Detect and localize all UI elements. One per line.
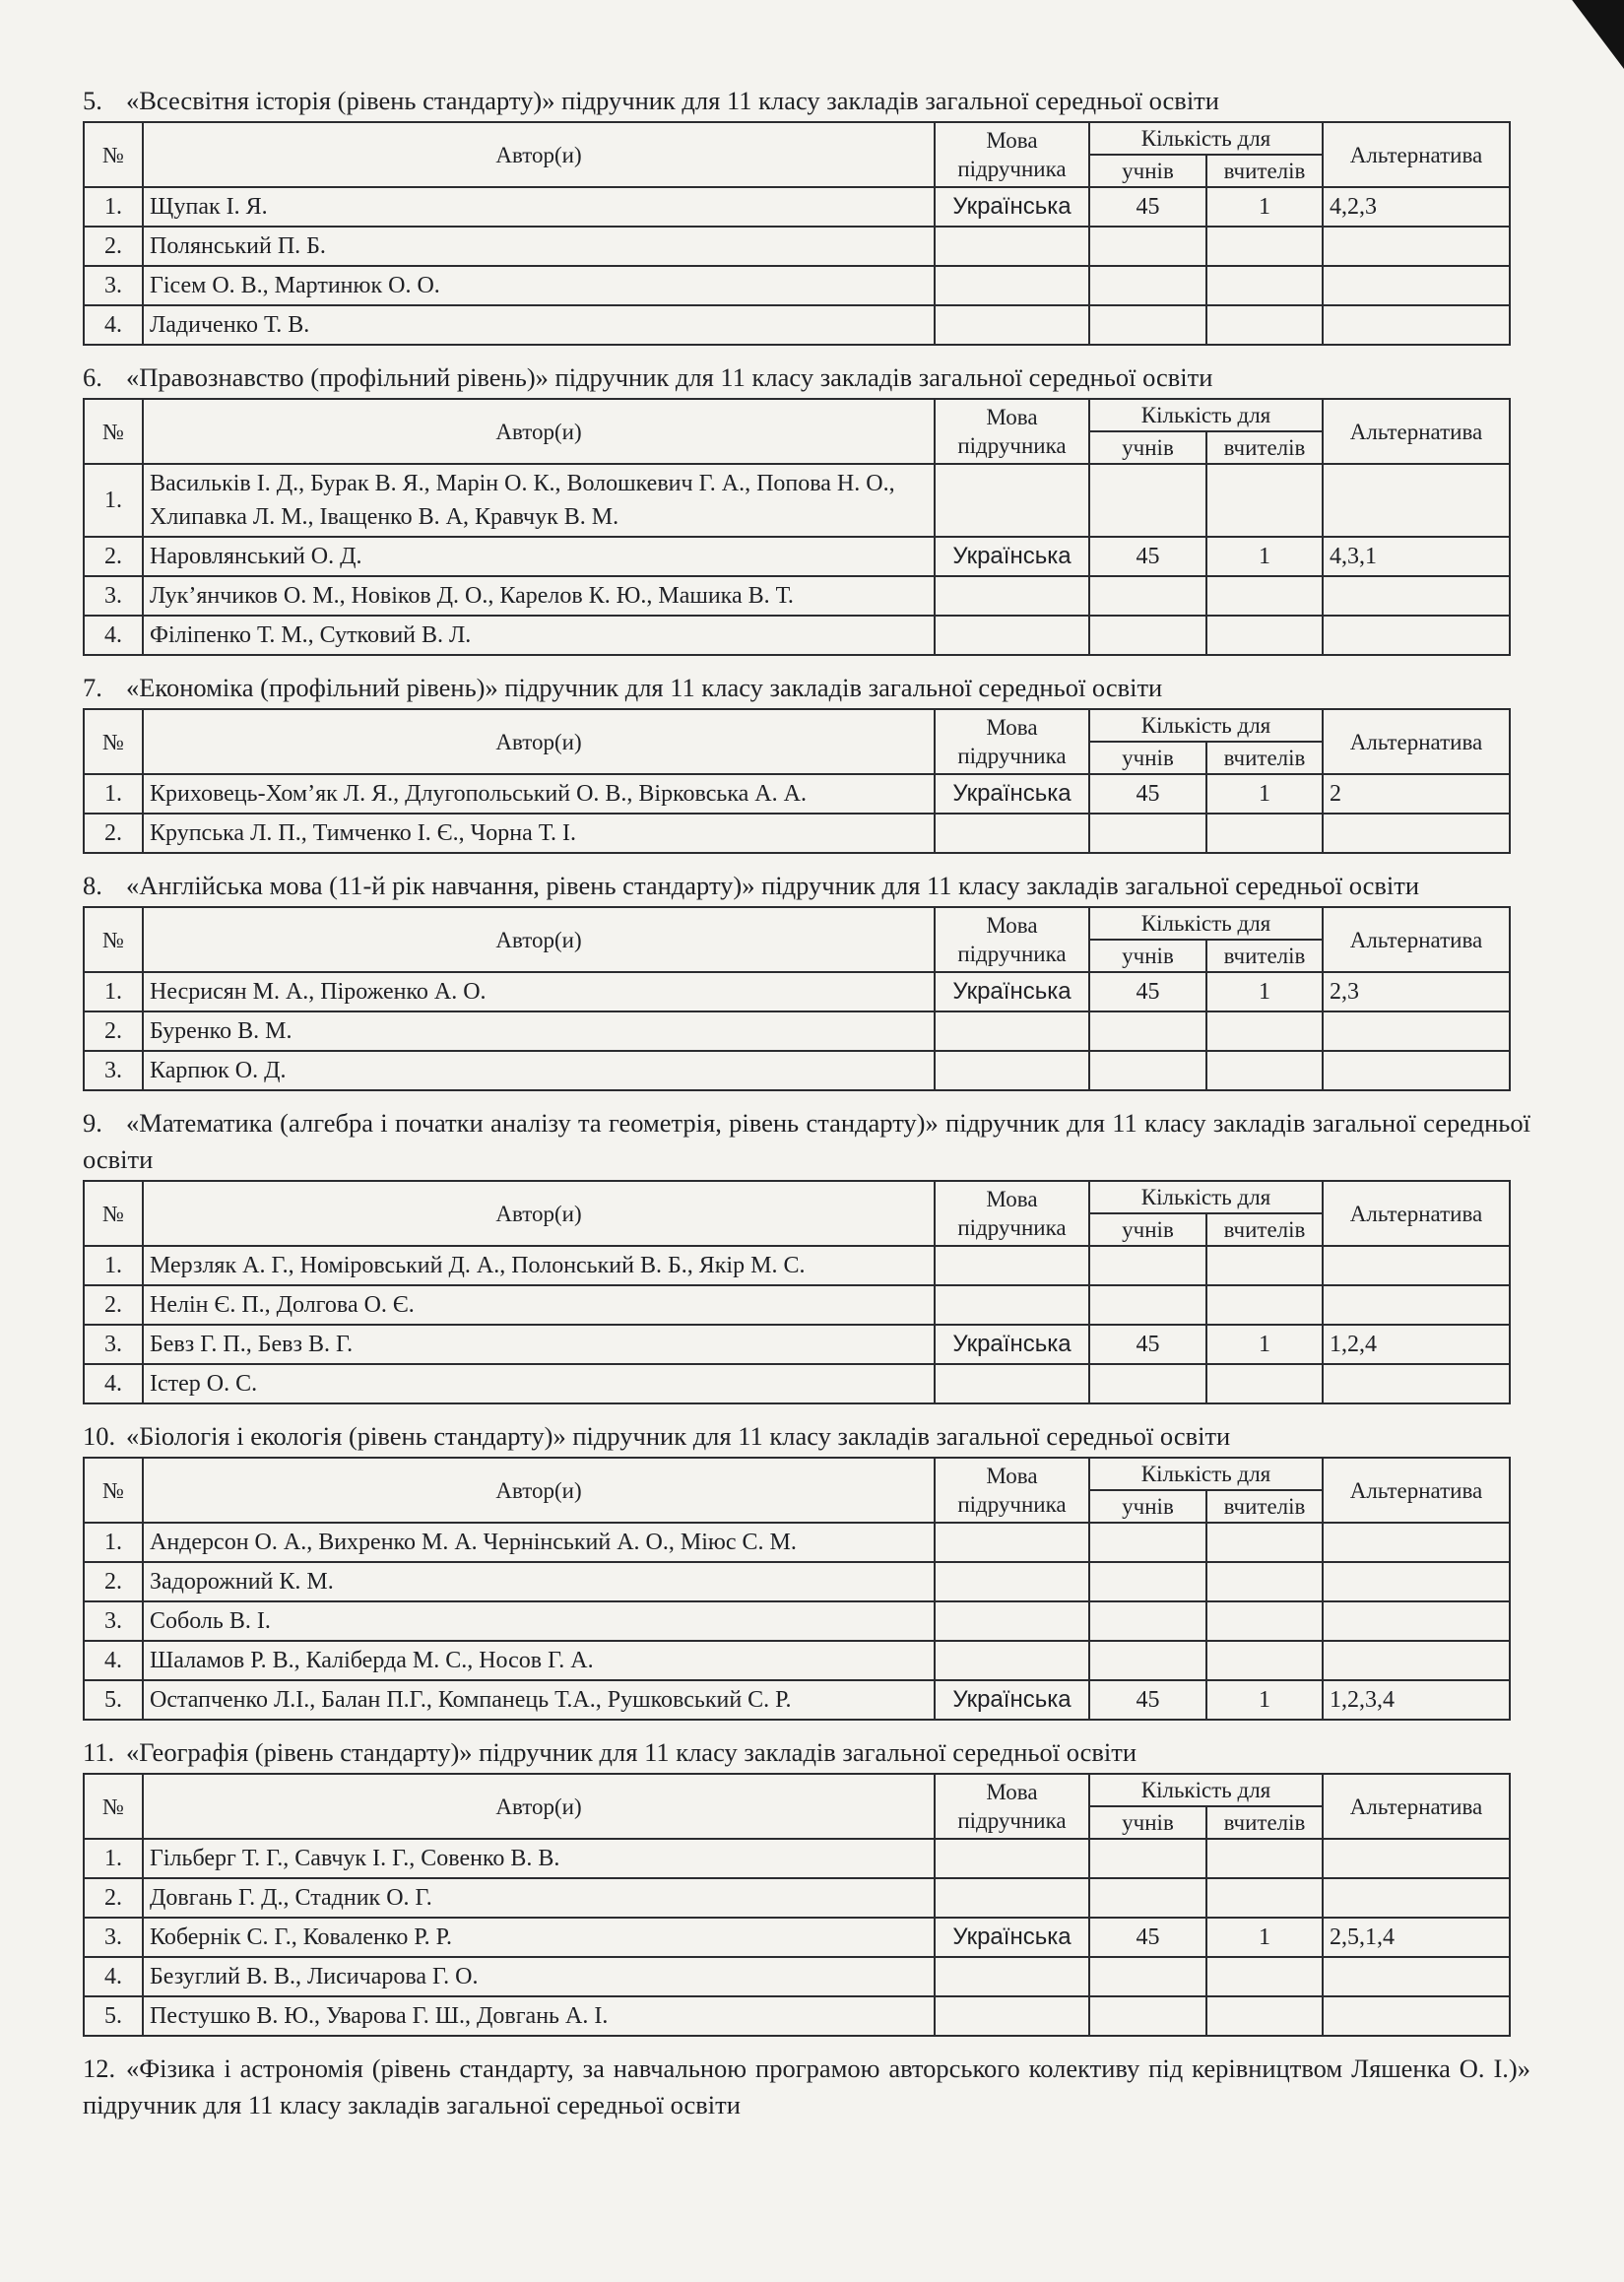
row-pupils-count bbox=[1089, 1996, 1206, 2036]
row-authors: Пестушко В. Ю., Уварова Г. Ш., Довгань А. І. bbox=[143, 1996, 935, 2036]
header-authors: Автор(и) bbox=[143, 709, 935, 774]
header-authors: Автор(и) bbox=[143, 1774, 935, 1839]
header-teachers: вчителів bbox=[1206, 742, 1323, 774]
row-number: 1. bbox=[84, 1523, 143, 1562]
row-language: Українська bbox=[935, 1325, 1089, 1364]
header-no: № bbox=[84, 1181, 143, 1246]
row-alternative bbox=[1323, 1957, 1510, 1996]
header-pupils: учнів bbox=[1089, 1213, 1206, 1246]
header-alternative: Альтернатива bbox=[1323, 399, 1510, 464]
table-row bbox=[84, 1918, 1510, 1957]
table-row bbox=[84, 1246, 1510, 1285]
row-authors: Ладиченко Т. В. bbox=[143, 305, 935, 345]
row-pupils-count: 45 bbox=[1089, 537, 1206, 576]
row-teachers-count: 1 bbox=[1206, 774, 1323, 814]
header-count: Кількість для bbox=[1089, 709, 1323, 742]
row-teachers-count bbox=[1206, 1523, 1323, 1562]
textbook-table bbox=[83, 1773, 1511, 2037]
section-title bbox=[83, 868, 1530, 904]
row-teachers-count bbox=[1206, 1051, 1323, 1090]
header-teachers: вчителів bbox=[1206, 1806, 1323, 1839]
table-header-row bbox=[84, 122, 1510, 155]
row-alternative bbox=[1323, 814, 1510, 853]
row-number: 2. bbox=[84, 1562, 143, 1601]
header-teachers: вчителів bbox=[1206, 155, 1323, 187]
header-language: Мова підручника bbox=[935, 1458, 1089, 1523]
row-language bbox=[935, 1601, 1089, 1641]
header-language: Мова підручника bbox=[935, 122, 1089, 187]
row-teachers-count: 1 bbox=[1206, 187, 1323, 227]
table-row bbox=[84, 616, 1510, 655]
row-pupils-count bbox=[1089, 1878, 1206, 1918]
row-alternative: 2,3 bbox=[1323, 972, 1510, 1011]
header-pupils: учнів bbox=[1089, 940, 1206, 972]
row-authors: Філіпенко Т. М., Сутковий В. Л. bbox=[143, 616, 935, 655]
textbook-section bbox=[0, 359, 1624, 656]
section-title bbox=[83, 359, 1530, 396]
row-pupils-count bbox=[1089, 576, 1206, 616]
row-number: 5. bbox=[84, 1680, 143, 1720]
header-language: Мова підручника bbox=[935, 907, 1089, 972]
table-header-row bbox=[84, 1774, 1510, 1806]
row-language bbox=[935, 1839, 1089, 1878]
row-authors: Наровлянський О. Д. bbox=[143, 537, 935, 576]
header-teachers: вчителів bbox=[1206, 431, 1323, 464]
row-number: 2. bbox=[84, 1011, 143, 1051]
row-teachers-count bbox=[1206, 616, 1323, 655]
row-teachers-count bbox=[1206, 1285, 1323, 1325]
row-language bbox=[935, 266, 1089, 305]
row-teachers-count bbox=[1206, 1641, 1323, 1680]
row-authors: Щупак І. Я. bbox=[143, 187, 935, 227]
row-pupils-count: 45 bbox=[1089, 1918, 1206, 1957]
table-row bbox=[84, 187, 1510, 227]
row-alternative bbox=[1323, 266, 1510, 305]
header-count: Кількість для bbox=[1089, 399, 1323, 431]
row-language bbox=[935, 1364, 1089, 1403]
header-no: № bbox=[84, 1774, 143, 1839]
section-title bbox=[83, 670, 1530, 706]
row-language bbox=[935, 1523, 1089, 1562]
row-number: 4. bbox=[84, 1957, 143, 1996]
row-teachers-count bbox=[1206, 1246, 1323, 1285]
row-language bbox=[935, 1246, 1089, 1285]
row-authors: Остапченко Л.І., Балан П.Г., Компанець Т.А., Рушковський С. Р. bbox=[143, 1680, 935, 1720]
row-alternative bbox=[1323, 1641, 1510, 1680]
row-pupils-count: 45 bbox=[1089, 972, 1206, 1011]
row-alternative bbox=[1323, 464, 1510, 537]
row-teachers-count bbox=[1206, 1839, 1323, 1878]
header-authors: Автор(и) bbox=[143, 122, 935, 187]
table-row bbox=[84, 1011, 1510, 1051]
header-language: Мова підручника bbox=[935, 709, 1089, 774]
row-teachers-count bbox=[1206, 1562, 1323, 1601]
row-pupils-count bbox=[1089, 814, 1206, 853]
row-pupils-count bbox=[1089, 1523, 1206, 1562]
table-row bbox=[84, 305, 1510, 345]
row-alternative bbox=[1323, 1878, 1510, 1918]
table-header-row bbox=[84, 907, 1510, 940]
section-number: 11. bbox=[83, 1737, 115, 1767]
row-authors: Бевз Г. П., Бевз В. Г. bbox=[143, 1325, 935, 1364]
header-language: Мова підручника bbox=[935, 399, 1089, 464]
row-pupils-count bbox=[1089, 1957, 1206, 1996]
table-row bbox=[84, 814, 1510, 853]
textbook-section bbox=[0, 83, 1624, 346]
header-no: № bbox=[84, 907, 143, 972]
header-alternative: Альтернатива bbox=[1323, 122, 1510, 187]
row-teachers-count bbox=[1206, 464, 1323, 537]
table-row bbox=[84, 1957, 1510, 1996]
table-header-row bbox=[84, 709, 1510, 742]
row-language bbox=[935, 305, 1089, 345]
row-teachers-count bbox=[1206, 1957, 1323, 1996]
row-language bbox=[935, 1011, 1089, 1051]
row-authors: Гільберг Т. Г., Савчук І. Г., Совенко В. В. bbox=[143, 1839, 935, 1878]
row-pupils-count bbox=[1089, 1601, 1206, 1641]
header-alternative: Альтернатива bbox=[1323, 1181, 1510, 1246]
row-alternative bbox=[1323, 1839, 1510, 1878]
row-pupils-count: 45 bbox=[1089, 1325, 1206, 1364]
table-row bbox=[84, 1680, 1510, 1720]
row-number: 2. bbox=[84, 814, 143, 853]
header-pupils: учнів bbox=[1089, 155, 1206, 187]
row-number: 2. bbox=[84, 227, 143, 266]
header-language: Мова підручника bbox=[935, 1774, 1089, 1839]
row-authors: Лук’янчиков О. М., Новіков Д. О., Карелов К. Ю., Машика В. Т. bbox=[143, 576, 935, 616]
header-language: Мова підручника bbox=[935, 1181, 1089, 1246]
row-number: 1. bbox=[84, 972, 143, 1011]
row-alternative bbox=[1323, 1996, 1510, 2036]
row-pupils-count bbox=[1089, 1641, 1206, 1680]
row-number: 3. bbox=[84, 1325, 143, 1364]
row-number: 1. bbox=[84, 187, 143, 227]
row-alternative bbox=[1323, 1364, 1510, 1403]
table-row bbox=[84, 537, 1510, 576]
row-number: 3. bbox=[84, 1051, 143, 1090]
row-alternative bbox=[1323, 1523, 1510, 1562]
row-number: 3. bbox=[84, 1601, 143, 1641]
table-row bbox=[84, 1641, 1510, 1680]
textbook-section bbox=[0, 1418, 1624, 1721]
section-number: 7. bbox=[83, 673, 102, 702]
section-title-text: «Географія (рівень стандарту)» підручник для 11 класу закладів загальної середньої освіти bbox=[126, 1737, 1137, 1767]
section-number: 6. bbox=[83, 362, 102, 392]
header-alternative: Альтернатива bbox=[1323, 1774, 1510, 1839]
header-authors: Автор(и) bbox=[143, 1458, 935, 1523]
row-alternative bbox=[1323, 616, 1510, 655]
row-language bbox=[935, 227, 1089, 266]
row-teachers-count: 1 bbox=[1206, 1325, 1323, 1364]
header-count: Кількість для bbox=[1089, 907, 1323, 940]
row-alternative bbox=[1323, 1285, 1510, 1325]
row-teachers-count: 1 bbox=[1206, 1918, 1323, 1957]
row-number: 4. bbox=[84, 1364, 143, 1403]
row-alternative: 1,2,3,4 bbox=[1323, 1680, 1510, 1720]
section-title-text: «Англійська мова (11-й рік навчання, рівень стандарту)» підручник для 11 класу закладів загальної середньої освіти bbox=[126, 871, 1420, 900]
row-authors: Васильків І. Д., Бурак В. Я., Марін О. К., Волошкевич Г. А., Попова Н. О., Хлипавка Л. М., Іващенко В. А, Кравчук В. М. bbox=[143, 464, 935, 537]
textbook-table bbox=[83, 1457, 1511, 1721]
row-pupils-count bbox=[1089, 266, 1206, 305]
row-pupils-count bbox=[1089, 1285, 1206, 1325]
textbook-table bbox=[83, 906, 1511, 1091]
textbook-table bbox=[83, 1180, 1511, 1404]
row-number: 1. bbox=[84, 774, 143, 814]
row-teachers-count bbox=[1206, 1364, 1323, 1403]
row-teachers-count bbox=[1206, 1996, 1323, 2036]
row-authors: Гісем О. В., Мартинюк О. О. bbox=[143, 266, 935, 305]
row-alternative bbox=[1323, 1562, 1510, 1601]
row-pupils-count bbox=[1089, 1051, 1206, 1090]
row-teachers-count bbox=[1206, 1011, 1323, 1051]
row-pupils-count bbox=[1089, 616, 1206, 655]
header-pupils: учнів bbox=[1089, 1490, 1206, 1523]
row-teachers-count: 1 bbox=[1206, 1680, 1323, 1720]
row-authors: Соболь В. І. bbox=[143, 1601, 935, 1641]
row-authors: Криховець-Хом’як Л. Я., Длугопольський О. В., Вірковська А. А. bbox=[143, 774, 935, 814]
header-no: № bbox=[84, 1458, 143, 1523]
row-alternative: 1,2,4 bbox=[1323, 1325, 1510, 1364]
row-language: Українська bbox=[935, 1680, 1089, 1720]
section-number: 9. bbox=[83, 1108, 102, 1138]
textbook-table bbox=[83, 398, 1511, 656]
row-number: 3. bbox=[84, 576, 143, 616]
textbook-section bbox=[0, 670, 1624, 854]
section-number: 5. bbox=[83, 86, 102, 115]
table-row bbox=[84, 1996, 1510, 2036]
table-row bbox=[84, 774, 1510, 814]
row-language bbox=[935, 616, 1089, 655]
row-authors: Мерзляк А. Г., Номіровський Д. А., Полонський В. Б., Якір М. С. bbox=[143, 1246, 935, 1285]
row-language bbox=[935, 1285, 1089, 1325]
row-alternative bbox=[1323, 1246, 1510, 1285]
header-no: № bbox=[84, 709, 143, 774]
table-row bbox=[84, 1325, 1510, 1364]
row-language: Українська bbox=[935, 972, 1089, 1011]
row-number: 4. bbox=[84, 1641, 143, 1680]
row-pupils-count: 45 bbox=[1089, 187, 1206, 227]
row-number: 5. bbox=[84, 1996, 143, 2036]
row-number: 4. bbox=[84, 305, 143, 345]
header-count: Кількість для bbox=[1089, 122, 1323, 155]
section-number: 8. bbox=[83, 871, 102, 900]
textbook-section bbox=[0, 1105, 1624, 1404]
row-pupils-count: 45 bbox=[1089, 1680, 1206, 1720]
row-pupils-count bbox=[1089, 1562, 1206, 1601]
row-language bbox=[935, 814, 1089, 853]
section-title bbox=[83, 83, 1530, 119]
header-teachers: вчителів bbox=[1206, 1490, 1323, 1523]
row-teachers-count bbox=[1206, 266, 1323, 305]
document-content bbox=[0, 83, 1624, 2123]
table-row bbox=[84, 576, 1510, 616]
scan-corner-shadow bbox=[1565, 0, 1624, 69]
row-language: Українська bbox=[935, 187, 1089, 227]
row-language bbox=[935, 1878, 1089, 1918]
header-pupils: учнів bbox=[1089, 742, 1206, 774]
header-authors: Автор(и) bbox=[143, 399, 935, 464]
row-language: Українська bbox=[935, 1918, 1089, 1957]
row-authors: Нелін Є. П., Долгова О. Є. bbox=[143, 1285, 935, 1325]
header-authors: Автор(и) bbox=[143, 907, 935, 972]
header-alternative: Альтернатива bbox=[1323, 709, 1510, 774]
table-row bbox=[84, 1364, 1510, 1403]
row-language bbox=[935, 1051, 1089, 1090]
table-row bbox=[84, 972, 1510, 1011]
section-title-text: «Біологія і екологія (рівень стандарту)» підручник для 11 класу закладів загальної середньої освіти bbox=[126, 1421, 1231, 1451]
table-header-row bbox=[84, 1458, 1510, 1490]
header-pupils: учнів bbox=[1089, 431, 1206, 464]
row-number: 2. bbox=[84, 1878, 143, 1918]
table-header-row bbox=[84, 1181, 1510, 1213]
section-title-text: «Правознавство (профільний рівень)» підручник для 11 класу закладів загальної середньої освіти bbox=[126, 362, 1213, 392]
row-alternative bbox=[1323, 1011, 1510, 1051]
row-authors: Задорожний К. М. bbox=[143, 1562, 935, 1601]
row-authors: Полянський П. Б. bbox=[143, 227, 935, 266]
textbook-section bbox=[0, 868, 1624, 1091]
header-pupils: учнів bbox=[1089, 1806, 1206, 1839]
textbook-table bbox=[83, 708, 1511, 854]
row-teachers-count bbox=[1206, 1601, 1323, 1641]
row-pupils-count bbox=[1089, 1364, 1206, 1403]
table-row bbox=[84, 266, 1510, 305]
row-alternative: 2 bbox=[1323, 774, 1510, 814]
row-language bbox=[935, 1996, 1089, 2036]
table-row bbox=[84, 1878, 1510, 1918]
textbook-section bbox=[0, 2051, 1624, 2123]
header-no: № bbox=[84, 122, 143, 187]
row-alternative: 4,2,3 bbox=[1323, 187, 1510, 227]
section-title-text: «Фізика і астрономія (рівень стандарту, за навчальною програмою авторського колективу під керівництвом Ляшенка О. І.)» підручник для 11 класу закладів загальної середньої освіти bbox=[83, 2054, 1530, 2119]
row-authors: Істер О. С. bbox=[143, 1364, 935, 1403]
row-alternative: 2,5,1,4 bbox=[1323, 1918, 1510, 1957]
header-count: Кількість для bbox=[1089, 1458, 1323, 1490]
row-authors: Кобернік С. Г., Коваленко Р. Р. bbox=[143, 1918, 935, 1957]
row-language bbox=[935, 464, 1089, 537]
row-authors: Шаламов Р. В., Каліберда М. С., Носов Г. А. bbox=[143, 1641, 935, 1680]
header-no: № bbox=[84, 399, 143, 464]
section-title bbox=[83, 1418, 1530, 1455]
row-teachers-count bbox=[1206, 814, 1323, 853]
row-number: 1. bbox=[84, 1839, 143, 1878]
row-teachers-count: 1 bbox=[1206, 972, 1323, 1011]
header-teachers: вчителів bbox=[1206, 1213, 1323, 1246]
row-teachers-count bbox=[1206, 227, 1323, 266]
section-title bbox=[83, 2051, 1530, 2123]
row-authors: Буренко В. М. bbox=[143, 1011, 935, 1051]
row-authors: Крупська Л. П., Тимченко І. Є., Чорна Т. І. bbox=[143, 814, 935, 853]
header-alternative: Альтернатива bbox=[1323, 907, 1510, 972]
row-alternative bbox=[1323, 576, 1510, 616]
row-teachers-count bbox=[1206, 305, 1323, 345]
table-row bbox=[84, 464, 1510, 537]
header-teachers: вчителів bbox=[1206, 940, 1323, 972]
row-number: 1. bbox=[84, 1246, 143, 1285]
row-authors: Андерсон О. А., Вихренко М. А. Чернінський А. О., Міюс С. М. bbox=[143, 1523, 935, 1562]
row-language bbox=[935, 1957, 1089, 1996]
section-title-text: «Економіка (профільний рівень)» підручник для 11 класу закладів загальної середньої освіти bbox=[126, 673, 1163, 702]
row-authors: Безуглий В. В., Лисичарова Г. О. bbox=[143, 1957, 935, 1996]
row-number: 3. bbox=[84, 266, 143, 305]
row-alternative bbox=[1323, 1601, 1510, 1641]
row-language bbox=[935, 1562, 1089, 1601]
table-row bbox=[84, 227, 1510, 266]
row-authors: Несрисян М. А., Піроженко А. О. bbox=[143, 972, 935, 1011]
table-row bbox=[84, 1051, 1510, 1090]
table-header-row bbox=[84, 399, 1510, 431]
row-authors: Карпюк О. Д. bbox=[143, 1051, 935, 1090]
row-teachers-count bbox=[1206, 576, 1323, 616]
row-language: Українська bbox=[935, 774, 1089, 814]
row-teachers-count bbox=[1206, 1878, 1323, 1918]
row-alternative bbox=[1323, 305, 1510, 345]
textbook-section bbox=[0, 1734, 1624, 2037]
row-number: 3. bbox=[84, 1918, 143, 1957]
row-pupils-count bbox=[1089, 1011, 1206, 1051]
row-language bbox=[935, 1641, 1089, 1680]
row-alternative bbox=[1323, 227, 1510, 266]
header-count: Кількість для bbox=[1089, 1181, 1323, 1213]
table-row bbox=[84, 1562, 1510, 1601]
row-authors: Довгань Г. Д., Стадник О. Г. bbox=[143, 1878, 935, 1918]
header-count: Кількість для bbox=[1089, 1774, 1323, 1806]
row-pupils-count bbox=[1089, 464, 1206, 537]
section-title bbox=[83, 1734, 1530, 1771]
row-number: 2. bbox=[84, 537, 143, 576]
row-number: 1. bbox=[84, 464, 143, 537]
table-row bbox=[84, 1285, 1510, 1325]
textbook-table bbox=[83, 121, 1511, 346]
section-title-text: «Математика (алгебра і початки аналізу та геометрія, рівень стандарту)» підручник для 11 класу закладів загальної середньої освіти bbox=[83, 1108, 1530, 1174]
row-pupils-count: 45 bbox=[1089, 774, 1206, 814]
table-row bbox=[84, 1601, 1510, 1641]
row-pupils-count bbox=[1089, 305, 1206, 345]
row-pupils-count bbox=[1089, 1246, 1206, 1285]
section-title-text: «Всесвітня історія (рівень стандарту)» підручник для 11 класу закладів загальної середньої освіти bbox=[126, 86, 1219, 115]
header-authors: Автор(и) bbox=[143, 1181, 935, 1246]
row-pupils-count bbox=[1089, 227, 1206, 266]
row-number: 2. bbox=[84, 1285, 143, 1325]
section-number: 12. bbox=[83, 2054, 116, 2083]
table-row bbox=[84, 1839, 1510, 1878]
section-title bbox=[83, 1105, 1530, 1178]
row-language bbox=[935, 576, 1089, 616]
section-number: 10. bbox=[83, 1421, 116, 1451]
table-row bbox=[84, 1523, 1510, 1562]
row-alternative: 4,3,1 bbox=[1323, 537, 1510, 576]
row-teachers-count: 1 bbox=[1206, 537, 1323, 576]
row-pupils-count bbox=[1089, 1839, 1206, 1878]
row-number: 4. bbox=[84, 616, 143, 655]
row-alternative bbox=[1323, 1051, 1510, 1090]
row-language: Українська bbox=[935, 537, 1089, 576]
header-alternative: Альтернатива bbox=[1323, 1458, 1510, 1523]
